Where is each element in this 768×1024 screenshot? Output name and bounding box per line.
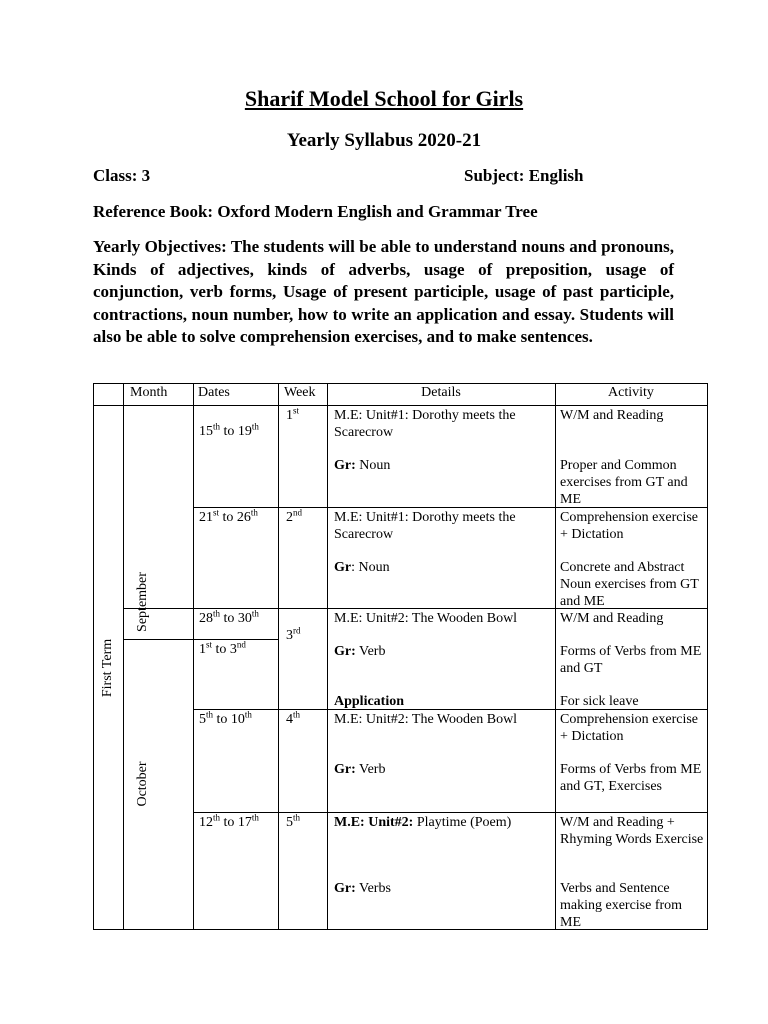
table-row-details: M.E: Unit#2: Playtime (Poem)	[334, 815, 512, 830]
table-row-details: M.E: Unit#1: Dorothy meets the Scarecrow	[334, 408, 516, 440]
table-row-dates: 12th to 17th	[199, 812, 259, 830]
table-row-activity: W/M and Reading	[560, 408, 664, 423]
table-row-grammar: Gr: Verb	[334, 644, 386, 659]
table-row-activity: Comprehension exercise + Dictation	[560, 510, 699, 542]
subject-label: Subject: English	[464, 166, 584, 185]
syllabus-title: Yearly Syllabus 2020-21	[286, 130, 482, 151]
table-row-week: 2nd	[286, 507, 302, 525]
table-row-grammar: Gr: Noun	[334, 458, 391, 473]
col-header-week: Week	[284, 385, 316, 400]
month-label-october: October	[135, 761, 150, 807]
table-row-activity-2: Concrete and Abstract Noun exercises from GT and ME	[560, 560, 699, 609]
table-row-activity: W/M and Reading + Rhyming Words Exercise	[560, 815, 704, 847]
table-row-activity: W/M and Reading	[560, 611, 664, 626]
term-label: First Term	[100, 638, 115, 698]
table-row-grammar: Gr: Verb	[334, 762, 386, 777]
col-header-dates: Dates	[198, 385, 230, 400]
table-row-grammar: Gr: Noun	[334, 560, 390, 575]
col-header-month: Month	[130, 385, 168, 400]
col-header-activity: Activity	[608, 385, 654, 400]
table-row-details: M.E: Unit#1: Dorothy meets the Scarecrow	[334, 510, 516, 542]
table-row-activity-2: Verbs and Sentence making exercise from ME	[560, 881, 683, 930]
table-row-activity-2: Forms of Verbs from ME and GT, Exercises	[560, 762, 702, 794]
table-row-dates: 28th to 30th	[199, 608, 259, 626]
table-row-grammar: Gr: Verbs	[334, 881, 391, 896]
table-row-dates: 21st to 26th	[199, 507, 258, 525]
table-row-activity: Comprehension exercise + Dictation	[560, 712, 699, 744]
table-row-details: M.E: Unit#2: The Wooden Bowl	[334, 712, 518, 727]
table-row-dates-2: 1st to 3nd	[199, 639, 246, 657]
col-header-details: Details	[421, 385, 461, 400]
yearly-objectives: Yearly Objectives: The students will be able to understand nouns and pronouns, Kinds of adjectives, kinds of adverbs, usage of preposition, usage of conjunction, verb forms, Usage of present participle, usage of past participle, contractions, noun number, how to write an application and essay. Students will also be able to solve comprehension exercises, and to make sentences.	[93, 237, 674, 346]
table-row-activity-3: For sick leave	[560, 694, 639, 709]
table-row-activity-2: Forms of Verbs from ME and GT	[560, 644, 702, 676]
syllabus-table	[93, 383, 708, 930]
table-row-week: 4th	[286, 709, 301, 727]
table-row-dates: 15th to 19th	[199, 421, 259, 439]
month-label-september: September	[135, 572, 150, 632]
table-row-week: 1st	[286, 405, 300, 423]
school-title: Sharif Model School for Girls	[244, 86, 524, 111]
table-row-activity-2: Proper and Common exercises from GT and ME	[560, 458, 688, 507]
class-label: Class: 3	[93, 166, 151, 185]
table-row-application: Application	[334, 694, 405, 709]
table-row-details: M.E: Unit#2: The Wooden Bowl	[334, 611, 518, 626]
table-row-dates: 5th to 10th	[199, 709, 252, 727]
table-row-week: 5th	[286, 812, 301, 830]
reference-book: Reference Book: Oxford Modern English and Grammar Tree	[93, 202, 538, 221]
table-row-week: 3rd	[286, 625, 301, 643]
